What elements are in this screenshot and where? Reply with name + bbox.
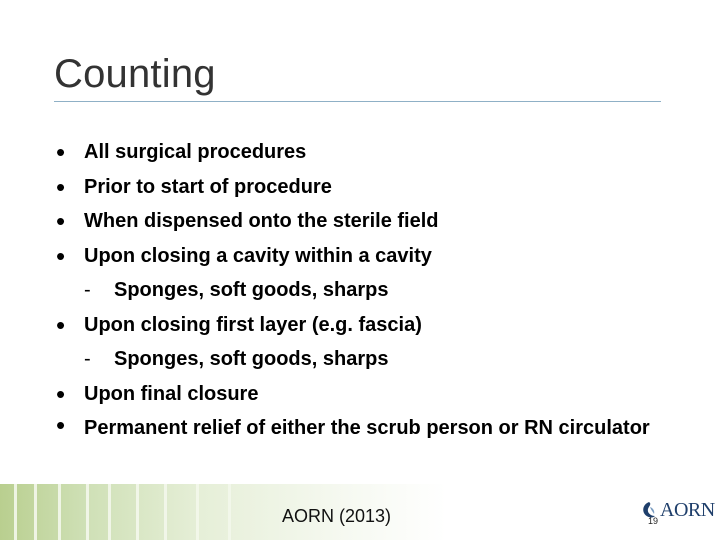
dash-marker: - [84,279,91,301]
sub-bullet-item [56,273,696,308]
sub-bullet-text: Sponges, soft goods, sharps [114,348,389,370]
page-number: 19 [648,516,659,526]
bullet-marker: • [56,137,66,167]
sub-bullet-item [56,342,696,377]
bullet-text: When dispensed onto the sterile field [84,210,439,232]
sub-bullet-text: Sponges, soft goods, sharps [114,279,389,301]
bullet-marker: • [56,240,66,271]
bullet-marker: • [56,206,66,236]
aorn-logo-text: AORN [660,499,715,521]
footer-stripes [0,484,260,540]
bullet-text: Prior to start of procedure [84,175,332,198]
bullet-marker: • [56,309,66,340]
citation-text: AORN (2013) [282,506,392,526]
bullet-item [56,308,696,343]
bullet-text: Upon closing a cavity within a cavity [84,244,432,267]
slide-title: Counting [54,52,216,96]
bullet-text: All surgical procedures [84,141,307,163]
bullet-text: Upon closing first layer (e.g. fascia) [84,313,422,336]
dash-marker: - [84,348,91,370]
bullet-item [56,135,696,170]
bullet-item [56,170,696,205]
bullet-text: Upon final closure [84,382,259,405]
title-divider [54,101,661,102]
bullet-marker: • [56,378,66,409]
bullet-item [56,204,696,239]
bullet-text: Permanent relief of either the scrub person or RN circulator [84,417,650,439]
bullet-marker: • [56,410,66,440]
bullet-item [56,411,696,440]
bullet-list [56,135,696,440]
bullet-item [56,239,696,274]
bullet-item [56,377,696,412]
bullet-marker: • [56,171,66,202]
